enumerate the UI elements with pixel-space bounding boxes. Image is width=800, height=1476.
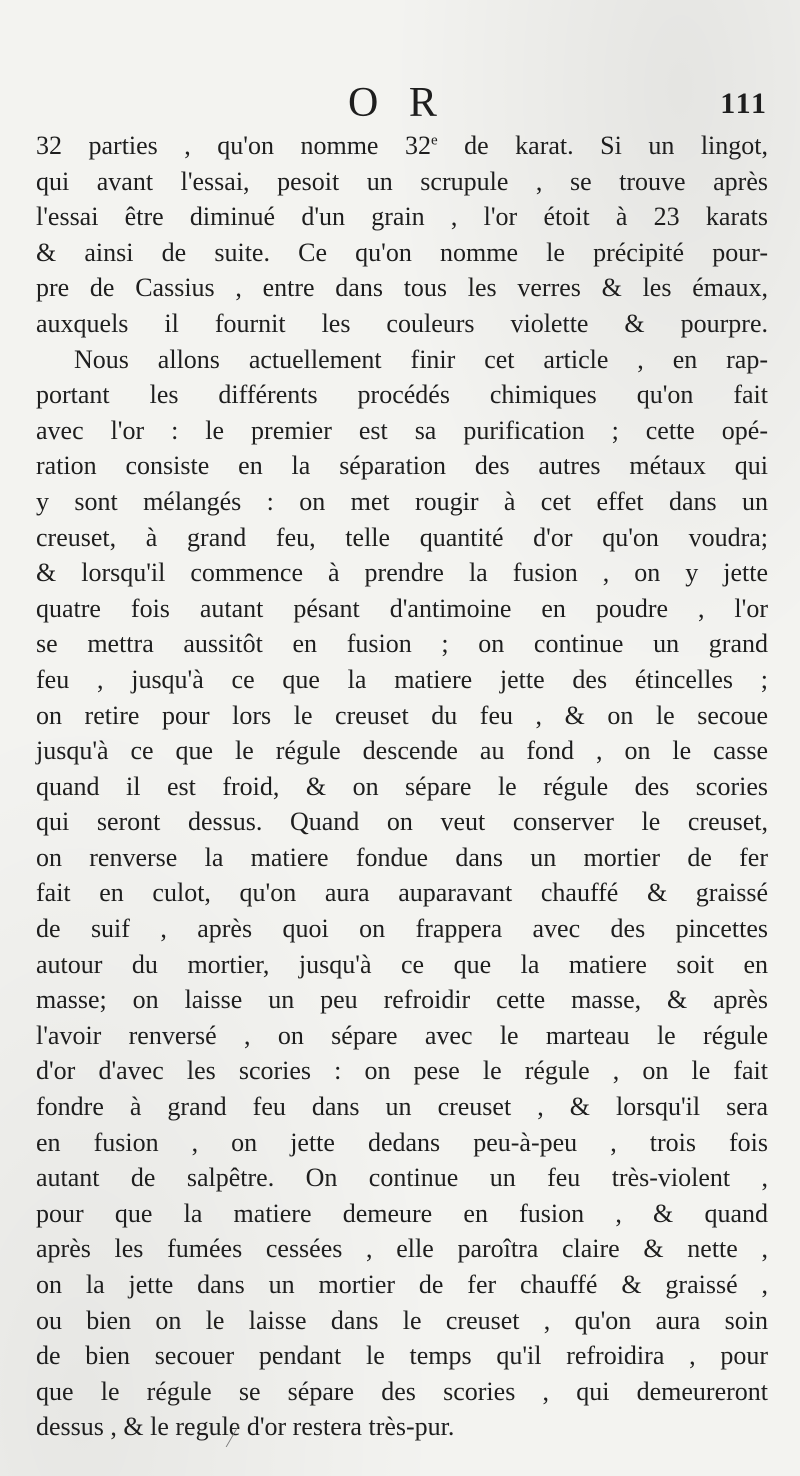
text-line-21: on renverse la matiere fondue dans un mortier de fer bbox=[36, 842, 768, 872]
text-line-33: on la jette dans un mortier de fer chauffé & graissé , bbox=[36, 1270, 768, 1299]
text-line-30: autant de salpêtre. On continue un feu très-violent , bbox=[36, 1163, 768, 1193]
text-line-7: Nous allons actuellement finir cet article , en rap- bbox=[74, 344, 768, 374]
text-line-11: y sont mélangés : on met rougir à cet effet dans un bbox=[36, 486, 768, 516]
text-line-23: de suif , après quoi on frappera avec des pincettes bbox=[36, 914, 768, 944]
text-line-14: quatre fois autant pésant d'antimoine en poudre , l'or bbox=[36, 593, 768, 623]
text-line-17: on retire pour lors le creuset du feu , & on le secoue bbox=[36, 700, 768, 730]
text-line-15: se mettra aussitôt en fusion ; on continue un grand bbox=[36, 629, 768, 659]
text-line-32: après les fumées cessées , elle paroîtra claire & nette , bbox=[36, 1234, 768, 1264]
text-line-27: d'or d'avec les scories : on pese le régule , on le fait bbox=[36, 1056, 768, 1086]
text-line-36: que le régule se sépare des scories , qui demeureront bbox=[36, 1376, 768, 1406]
text-line-8: portant les différents procédés chimiques qu'on fait bbox=[36, 380, 768, 410]
text-line-26: l'avoir renversé , on sépare avec le marteau le régule bbox=[36, 1020, 768, 1050]
text-line-2: qui avant l'essai, pesoit un scrupule , se trouve après bbox=[36, 166, 768, 196]
text-line-25: masse; on laisse un peu refroidir cette masse, & après bbox=[36, 985, 768, 1015]
text-line-20: qui seront dessus. Quand on veut conserver le creuset, bbox=[36, 807, 768, 837]
running-head: O R bbox=[348, 80, 447, 126]
body-text bbox=[0, 128, 800, 1445]
text-line-18: jusqu'à ce que le régule descende au fond , on le casse bbox=[36, 736, 768, 766]
text-line-28: fondre à grand feu dans un creuset , & lorsqu'il sera bbox=[36, 1092, 768, 1122]
text-line-37: dessus , & le regule d'or restera très-pur. bbox=[36, 1412, 455, 1442]
text-line-4: & ainsi de suite. Ce qu'on nomme le précipité pour- bbox=[36, 237, 768, 267]
text-line-22: fait en culot, qu'on aura auparavant chauffé & graissé bbox=[36, 878, 768, 908]
text-line-12: creuset, à grand feu, telle quantité d'or qu'on voudra; bbox=[36, 522, 768, 552]
page-header bbox=[0, 78, 800, 128]
page-number: 111 bbox=[720, 87, 768, 120]
text-line-24: autour du mortier, jusqu'à ce que la matiere soit en bbox=[36, 949, 768, 979]
line-1-start: 32 parties , qu'on nomme 32 bbox=[36, 131, 431, 160]
text-line-16: feu , jusqu'à ce que la matiere jette des étincelles ; bbox=[36, 664, 768, 694]
text-line-6: auxquels il fournit les couleurs violette & pourpre. bbox=[36, 308, 768, 338]
text-line-31: pour que la matiere demeure en fusion , & quand bbox=[36, 1198, 768, 1228]
text-line-29: en fusion , on jette dedans peu-à-peu , trois fois bbox=[36, 1127, 768, 1157]
line-1-end: de karat. Si un lingot, bbox=[464, 131, 768, 160]
text-line-35: de bien secouer pendant le temps qu'il refroidira , pour bbox=[36, 1341, 768, 1371]
text-line-1 bbox=[0, 128, 800, 164]
line-1-superscript: e bbox=[430, 132, 438, 149]
text-line-9: avec l'or : le premier est sa purification ; cette opé- bbox=[36, 415, 768, 445]
text-line-34: ou bien on le laisse dans le creuset , qu'on aura soin bbox=[36, 1305, 768, 1335]
text-line-5: pre de Cassius , entre dans tous les verres & les émaux, bbox=[36, 273, 768, 303]
text-line-19: quand il est froid, & on sépare le régule des scories bbox=[36, 771, 768, 801]
text-line-13: & lorsqu'il commence à prendre la fusion , on y jette bbox=[36, 558, 768, 588]
text-line-3: l'essai être diminué d'un grain , l'or étoit à 23 karats bbox=[36, 202, 768, 232]
text-line-10: ration consiste en la séparation des autres métaux qui bbox=[36, 451, 768, 481]
